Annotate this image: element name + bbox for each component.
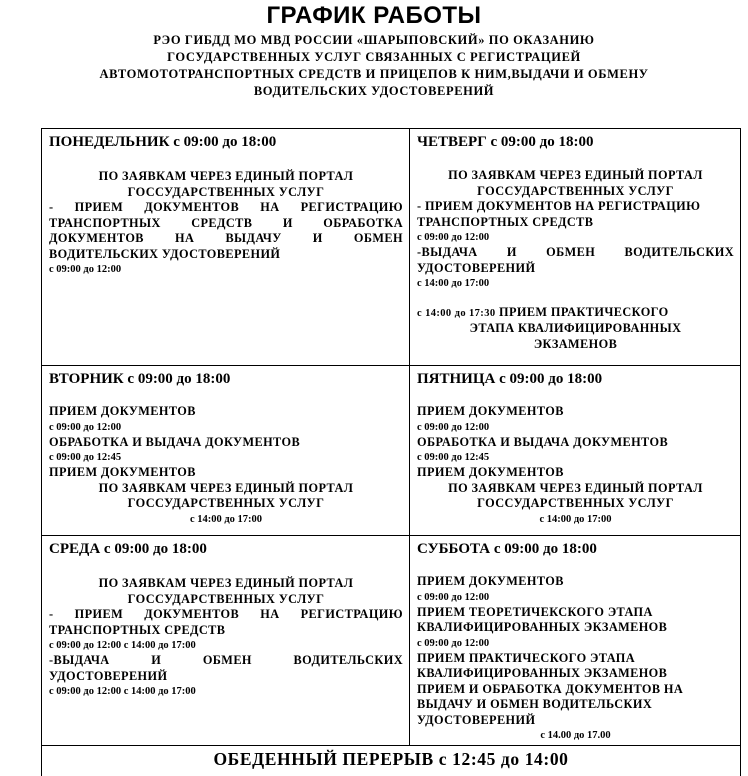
text-line: - ПРИЕМ ДОКУМЕНТОВ НА РЕГИСТРАЦИЮ (417, 199, 701, 213)
day-hours: с 09:00 до 18:00 (493, 541, 597, 557)
day-hours: с 09:00 до 18:00 (103, 541, 207, 557)
subtitle-line: ВОДИТЕЛЬСКИХ УДОСТОВЕРЕНИЙ (253, 84, 495, 98)
exam-line: ЭКЗАМЕНОВ (533, 336, 618, 351)
text-line: -ВЫДАЧА И ОБМЕН ВОДИТЕЛЬСКИХ (417, 245, 734, 259)
text-line: - ПРИЕМ ДОКУМЕНТОВ НА РЕГИСТРАЦИЮ (49, 607, 403, 621)
time-line: с 14:00 до 17:00 (539, 513, 612, 525)
time-line: с 09:00 до 12:00 с 14:00 до 17:00 (49, 640, 196, 651)
portal-line: ГОССУДАРСТВЕННЫХ УСЛУГ (127, 184, 325, 199)
time-line: с 09:00 до 12:00 (417, 591, 490, 603)
cell-thursday (410, 129, 741, 366)
day-name: СРЕДА (49, 541, 101, 557)
text-line: - ПРИЕМ ДОКУМЕНТОВ НА РЕГИСТРАЦИЮ (49, 200, 403, 214)
day-hours: с 09:00 до 18:00 (173, 134, 277, 150)
day-hours: с 09:00 до 18:00 (499, 371, 603, 387)
text-line: ПРИЕМ ДОКУМЕНТОВ (49, 465, 196, 479)
day-name: ЧЕТВЕРГ (417, 134, 487, 150)
text-line: УДОСТОВЕРЕНИЙ (417, 260, 536, 275)
page-subtitle (60, 32, 688, 100)
text-line: ДОКУМЕНТОВ НА ВЫДАЧУ И ОБМЕН (49, 231, 403, 245)
page-title: ГРАФИК РАБОТЫ (266, 2, 482, 29)
text-line: ПРИЕМ ДОКУМЕНТОВ (417, 404, 564, 418)
day-header (417, 134, 734, 151)
text-line: ПРИЕМ ДОКУМЕНТОВ (49, 404, 196, 418)
time-line: с 14:00 до 17:00 (189, 513, 263, 525)
text-line: ТРАНСПОРТНЫХ СРЕДСТВ (417, 214, 594, 229)
exam-line: ЭТАПА КВАЛИФИЦИРОВАННЫХ (469, 321, 682, 335)
portal-line: ПО ЗАЯВКАМ ЧЕРЕЗ ЕДИНЫЙ ПОРТАЛ (448, 480, 703, 495)
text-line: УДОСТОВЕРЕНИЙ (49, 668, 168, 683)
time-line: с 09:00 до 12:00 (49, 264, 122, 275)
text-line: ПРИЕМ ТЕОРЕТИЧЕКСКОГО ЭТАПА (417, 604, 653, 619)
day-header (49, 541, 403, 558)
portal-line: ГОССУДАРСТВЕННЫХ УСЛУГ (477, 496, 674, 510)
portal-line: ГОССУДАРСТВЕННЫХ УСЛУГ (127, 591, 325, 606)
cell-saturday (410, 536, 741, 746)
time-line: с 09:00 до 12:45 (417, 452, 490, 463)
day-header (49, 371, 403, 388)
portal-line: ПО ЗАЯВКАМ ЧЕРЕЗ ЕДИНЫЙ ПОРТАЛ (98, 480, 354, 495)
lunch-break: ОБЕДЕННЫЙ ПЕРЕРЫВ с 12:45 до 14:00 (42, 746, 741, 776)
day-hours: с 09:00 до 18:00 (127, 371, 231, 387)
portal-line: ПО ЗАЯВКАМ ЧЕРЕЗ ЕДИНЫЙ ПОРТАЛ (98, 169, 354, 183)
time-line: с 14:00 до 17:00 (417, 278, 490, 289)
time-line: с 09:00 до 12:00 (417, 421, 490, 433)
day-name: ПЯТНИЦА (417, 371, 496, 387)
day-header (417, 371, 734, 388)
text-line: ВЫДАЧУ И ОБМЕН ВОДИТЕЛЬСКИХ (417, 697, 653, 711)
text-line: КВАЛИФИЦИРОВАННЫХ ЭКЗАМЕНОВ (417, 666, 668, 680)
text-line: КВАЛИФИЦИРОВАННЫХ ЭКЗАМЕНОВ (417, 620, 668, 634)
exam-line (417, 305, 734, 321)
day-name: СУББОТА (417, 541, 491, 557)
day-name: ПОНЕДЕЛЬНИК (49, 134, 170, 150)
subtitle-line: РЭО ГИБДД МО МВД РОССИИ «ШАРЫПОВСКИЙ» ПО ОКАЗАНИЮ (153, 33, 595, 47)
time-line: с 09:00 до 12:00 (417, 232, 490, 243)
text-line: ВОДИТЕЛЬСКИХ УДОСТОВЕРЕНИЙ (49, 246, 281, 261)
schedule-table (41, 128, 741, 776)
cell-friday (410, 366, 741, 536)
exam-text: ПРИЕМ ПРАКТИЧЕСКОГО (498, 305, 669, 319)
text-line: УДОСТОВЕРЕНИЙ (417, 712, 536, 727)
portal-line: ПО ЗАЯВКАМ ЧЕРЕЗ ЕДИНЫЙ ПОРТАЛ (448, 168, 703, 182)
day-hours: с 09:00 до 18:00 (490, 134, 594, 150)
text-line: ТРАНСПОРТНЫХ СРЕДСТВ И ОБРАБОТКА (49, 215, 403, 230)
portal-line: ГОССУДАРСТВЕННЫХ УСЛУГ (477, 183, 674, 198)
time-line: с 14:00 до 17:30 (417, 308, 496, 319)
text-line: ПРИЕМ ДОКУМЕНТОВ (417, 465, 564, 479)
portal-line: ГОССУДАРСТВЕННЫХ УСЛУГ (127, 496, 325, 510)
portal-line: ПО ЗАЯВКАМ ЧЕРЕЗ ЕДИНЫЙ ПОРТАЛ (98, 576, 354, 590)
time-line: с 14.00 до 17.00 (540, 730, 611, 741)
day-name: ВТОРНИК (49, 371, 124, 387)
cell-tuesday (42, 366, 410, 536)
subtitle-line: ГОСУДАРСТВЕННЫХ УСЛУГ СВЯЗАННЫХ С РЕГИСТРАЦИЕЙ (167, 50, 581, 64)
time-line: с 09:00 до 12:00 с 14:00 до 17:00 (49, 686, 196, 697)
time-line: с 09:00 до 12:00 (417, 637, 490, 649)
cell-monday (42, 129, 410, 366)
cell-wednesday (42, 536, 410, 746)
text-line: ПРИЕМ ДОКУМЕНТОВ (417, 574, 564, 588)
subtitle-line: АВТОМОТОТРАНСПОРТНЫХ СРЕДСТВ И ПРИЦЕПОВ К НИМ,ВЫДАЧИ И ОБМЕНУ (99, 67, 649, 81)
text-line: ПРИЕМ И ОБРАБОТКА ДОКУМЕНТОВ НА (417, 681, 684, 696)
time-line: с 09:00 до 12:00 (49, 421, 122, 433)
day-header (49, 134, 403, 151)
text-line: ТРАНСПОРТНЫХ СРЕДСТВ (49, 622, 226, 637)
text-line: ПРИЕМ ПРАКТИЧЕСКОГО ЭТАПА (417, 650, 635, 665)
time-line: с 09:00 до 12:45 (49, 452, 122, 463)
text-line: -ВЫДАЧА И ОБМЕН ВОДИТЕЛЬСКИХ (49, 653, 403, 667)
day-header (417, 541, 734, 558)
text-line: ОБРАБОТКА И ВЫДАЧА ДОКУМЕНТОВ (417, 434, 669, 449)
text-line: ОБРАБОТКА И ВЫДАЧА ДОКУМЕНТОВ (49, 434, 301, 449)
